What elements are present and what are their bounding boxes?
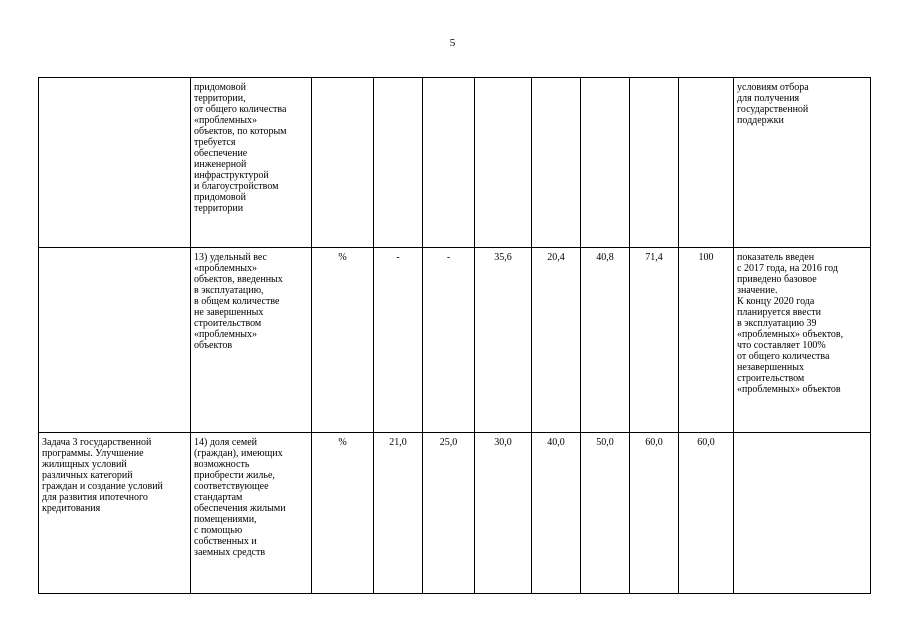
value-cell [374, 78, 423, 248]
value-cell: 40,8 [581, 248, 630, 433]
value-cell: 100 [679, 248, 734, 433]
value-cell: - [374, 248, 423, 433]
value-cell: 30,0 [475, 433, 532, 594]
task-cell [39, 248, 191, 433]
indicator-cell: 14) доля семей (граждан), имеющих возможность приобрести жилье, соответствующее стандартам обеспечения жилыми помещениями, с помощью собственных и заемных средств [191, 433, 312, 594]
unit-cell: % [312, 433, 374, 594]
value-cell: 25,0 [423, 433, 475, 594]
table-row [39, 248, 871, 433]
value-cell: 21,0 [374, 433, 423, 594]
value-cell [475, 78, 532, 248]
indicator-cell: придомовой территории, от общего количества «проблемных» объектов, по которым требуется обеспечение инженерной инфраструктурой и благоустройством придомовой территории [191, 78, 312, 248]
value-cell: 60,0 [630, 433, 679, 594]
page-number: 5 [449, 37, 456, 49]
value-cell: 40,0 [532, 433, 581, 594]
note-cell: условиям отбора для получения государственной поддержки [734, 78, 871, 248]
table-row [39, 78, 871, 248]
value-cell [532, 78, 581, 248]
indicator-cell: 13) удельный вес «проблемных» объектов, введенных в эксплуатацию, в общем количестве не завершенных строительством «проблемных» объектов [191, 248, 312, 433]
value-cell [423, 78, 475, 248]
value-cell: 35,6 [475, 248, 532, 433]
value-cell [581, 78, 630, 248]
unit-cell: % [312, 248, 374, 433]
value-cell: 60,0 [679, 433, 734, 594]
table-row [39, 433, 871, 594]
value-cell [630, 78, 679, 248]
value-cell [679, 78, 734, 248]
value-cell: 71,4 [630, 248, 679, 433]
indicators-table [38, 77, 871, 594]
value-cell: 50,0 [581, 433, 630, 594]
task-cell [39, 78, 191, 248]
unit-cell [312, 78, 374, 248]
note-cell: показатель введен с 2017 года, на 2016 год приведено базовое значение. К концу 2020 года планируется ввести в эксплуатацию 39 «проблемных» объектов, что составляет 100% от общего количества незавершенных строительством «проблемных» объектов [734, 248, 871, 433]
value-cell: 20,4 [532, 248, 581, 433]
task-cell: Задача 3 государственной программы. Улучшение жилищных условий различных категорий граждан и создание условий для развития ипотечного кредитования [39, 433, 191, 594]
value-cell: - [423, 248, 475, 433]
note-cell [734, 433, 871, 594]
